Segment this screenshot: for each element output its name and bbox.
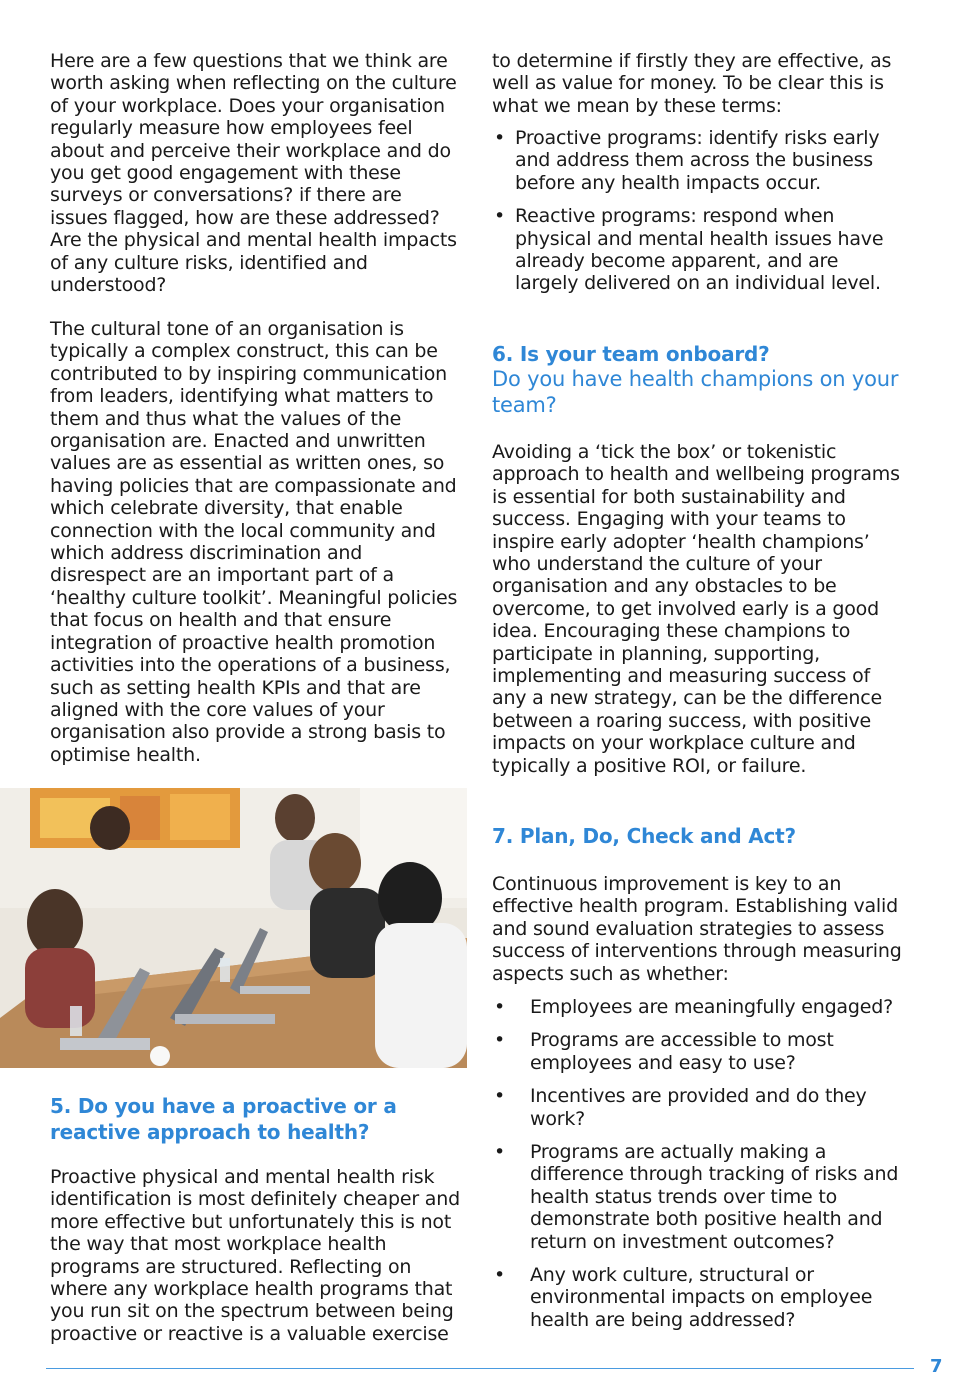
section6-subheading: Do you have health champions on your team? xyxy=(492,367,899,417)
section5-body: Proactive physical and mental health risk identification is most definitely cheaper and more effective but unfortunately this is not the way that most workplace health programs are structured. Reflecting on where any workplace health programs that you run sit on the spectrum between being proactive or reactive is a valuable exercise xyxy=(50,1166,460,1345)
team-meeting-photo xyxy=(0,788,467,1068)
intro-paragraph: Here are a few questions that we think are worth asking when reflecting on the culture of your workplace. Does your organisation regularly measure how employees feel about and perceive their workplace and do you get good engagement with these surveys or conversations? if there are issues flagged, how are these addressed? Are the physical and mental health impacts of any culture risks, identified and understood? xyxy=(50,50,457,297)
list-item: • Any work culture, structural or environmental impacts on employee health are being addressed? xyxy=(492,1264,902,1331)
footer-divider xyxy=(46,1368,914,1369)
program-types-list xyxy=(492,127,902,306)
evaluation-checklist xyxy=(492,996,902,1342)
list-item: • Incentives are provided and do they work? xyxy=(492,1085,902,1130)
section6-body: Avoiding a ‘tick the box’ or tokenistic approach to health and wellbeing programs is essential for both sustainability and success. Engaging with your teams to inspire early adopter ‘health champions’ who understand the culture of your organisation and any obstacles to be overcome, to get involved early is a good idea. Encouraging these champions to participate in planning, supporting, implementing and measuring success of any a new strategy, can be the difference between a roaring success, with positive impacts on your workplace culture and typically a positive ROI, or failure. xyxy=(492,441,900,777)
list-item: • Employees are meaningfully engaged? xyxy=(492,996,902,1018)
list-item: • Reactive programs: respond when physical and mental health issues have already become apparent, and are largely delivered on an individual level. xyxy=(492,205,902,295)
continued-paragraph: to determine if firstly they are effective, as well as value for money. To be clear this is what we mean by these terms: xyxy=(492,50,892,117)
culture-paragraph: The cultural tone of an organisation is typically a complex construct, this can be contributed to by inspiring communication from leaders, identifying what matters to them and thus what the values of the organisation are. Enacted and unwritten values are as essential as written ones, so having policies that are compassionate and which celebrate diversity, that enable connection with the local community and which address discrimination and disrespect are an important part of a ‘healthy culture toolkit’. Meaningful policies that focus on health and that ensure integration of proactive health promotion activities into the operations of a business, such as setting health KPIs and that are aligned with the core values of your organisation also provide a strong basis to optimise health. xyxy=(50,318,458,766)
list-item: • Proactive programs: identify risks early and address them across the business before any health impacts occur. xyxy=(492,127,902,194)
page-number: 7 xyxy=(930,1356,943,1377)
list-item: • Programs are accessible to most employees and easy to use? xyxy=(492,1029,902,1074)
section6-heading: 6. Is your team onboard? xyxy=(492,342,770,366)
section5-heading: 5. Do you have a proactive or a reactive approach to health? xyxy=(50,1094,397,1144)
list-item: • Programs are actually making a difference through tracking of risks and health status trends over time to demonstrate both positive health and return on investment outcomes? xyxy=(492,1141,902,1253)
section7-heading: 7. Plan, Do, Check and Act? xyxy=(492,824,796,848)
section7-body: Continuous improvement is key to an effective health program. Establishing valid and sound evaluation strategies to assess success of interventions through measuring aspects such as whether: xyxy=(492,873,902,985)
